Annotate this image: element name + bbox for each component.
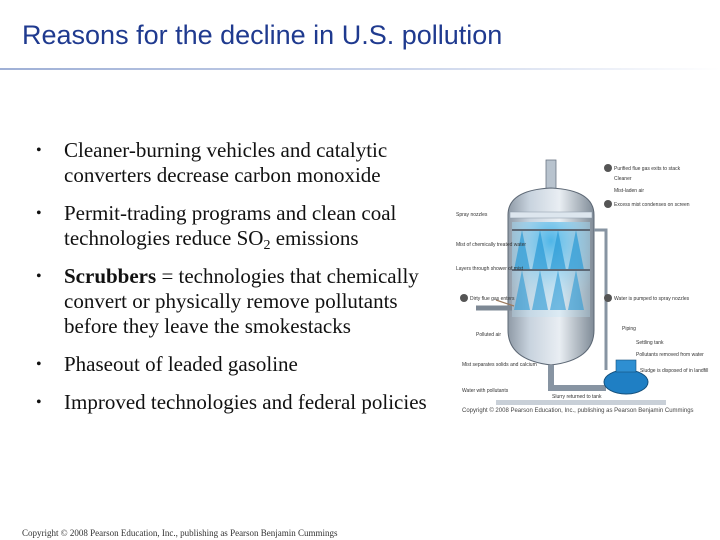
label-mist-water: Mist of chemically treated water	[456, 242, 527, 248]
label-piping: Piping	[622, 326, 636, 332]
mist-screen	[510, 212, 592, 218]
label-slurry: Slurry returned to tank	[552, 394, 602, 400]
exhaust-stack	[546, 160, 556, 190]
label-cleaner: Cleaner	[614, 176, 632, 182]
label-spray-nozzles: Spray nozzles	[456, 212, 488, 218]
label-mist-separates: Mist separates solids and calcium	[462, 362, 537, 368]
bullet-item	[36, 201, 456, 251]
label-water-pump: Water is pumped to spray nozzles	[614, 296, 690, 302]
bullet-dot-icon: •	[36, 205, 42, 222]
label-sludge: Sludge is disposed of in landfill	[640, 368, 709, 374]
subscript: 2	[263, 238, 271, 253]
label-settling-tank: Settling tank	[636, 340, 664, 346]
label-excess-mist: Excess mist condenses on screen	[614, 202, 690, 208]
drain-pipe	[551, 365, 606, 388]
slide-title: Reasons for the decline in U.S. pollution	[22, 20, 503, 50]
bullet-dot-icon: •	[36, 142, 42, 159]
label-mist-air: Mist-laden air	[614, 188, 645, 194]
bullet-item	[36, 352, 456, 377]
figure-credit: Copyright © 2008 Pearson Education, Inc., publishing as Pearson Benjamin Cummings	[462, 408, 694, 414]
bullet-text: Phaseout of leaded gasoline	[64, 352, 298, 376]
label-clean-gas: Purified flue gas exits to stack	[614, 166, 681, 172]
bullet-item	[36, 390, 456, 415]
step-marker	[604, 200, 612, 208]
step-marker	[604, 294, 612, 302]
bullet-dot-icon: •	[36, 394, 42, 411]
pump-housing	[616, 360, 636, 372]
step-marker	[460, 294, 468, 302]
title-divider	[0, 68, 720, 70]
bullet-term: Scrubbers	[64, 264, 157, 288]
label-layers: Layers through shower of mist	[456, 266, 523, 272]
label-pollutants-removed: Pollutants removed from water	[636, 352, 704, 358]
label-water-pollutants: Water with pollutants	[462, 388, 509, 394]
step-marker	[604, 164, 612, 172]
slide-footer: Copyright © 2008 Pearson Education, Inc., publishing as Pearson Benjamin Cummings	[22, 528, 338, 538]
scrubber-diagram	[456, 160, 709, 422]
bullet-dot-icon: •	[36, 356, 42, 373]
bullet-list	[36, 138, 456, 415]
label-polluted-air: Polluted air	[476, 332, 502, 338]
bullet-text: Improved technologies and federal policies	[64, 390, 427, 414]
bullet-item	[36, 138, 456, 188]
bullet-text: Cleaner-burning vehicles and catalytic converters decrease carbon monoxide	[64, 138, 388, 187]
ground-base	[496, 400, 666, 405]
bullet-text: emissions	[270, 226, 359, 250]
bullet-text: = technologies that chemically convert or physically remove pollutants before they leave the smokestacks	[64, 264, 419, 338]
bullet-text: Permit-trading programs and clean coal technologies reduce SO	[64, 201, 397, 250]
bullet-dot-icon: •	[36, 268, 42, 285]
bullet-item	[36, 264, 456, 339]
label-dirty-gas: Dirty flue gas enters	[470, 296, 515, 302]
water-return-pipe	[594, 230, 606, 370]
